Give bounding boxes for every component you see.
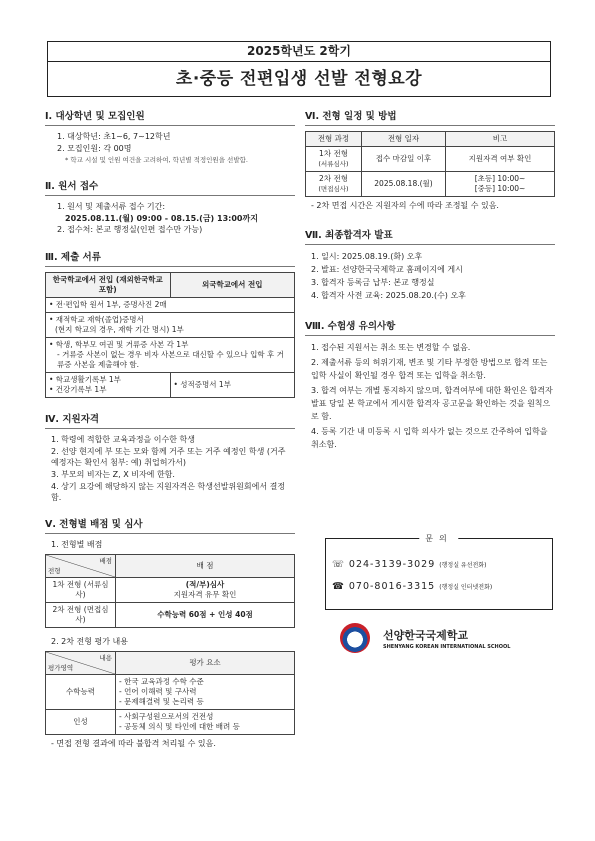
cell-line: 2차 전형 xyxy=(319,174,348,183)
sub-heading: 1. 전형별 배점 xyxy=(51,540,103,549)
title-box xyxy=(47,41,551,97)
sub-heading: 2. 2차 전형 평가 내용 xyxy=(51,637,128,646)
list-item: 4. 등록 기간 내 미등록 시 입학 의사가 없는 것으로 간주하여 입학을 취소함. xyxy=(311,427,548,449)
cell-line: • 재적학교 재학(졸업)증명서 xyxy=(49,315,144,324)
table-cell: 지원자격 여부 확인 xyxy=(446,147,555,172)
footnote: - 면접 전형 결과에 따라 불합격 처리될 수 있음. xyxy=(51,739,216,748)
contact-row-internet-phone xyxy=(332,581,492,592)
section-eligibility xyxy=(45,411,295,503)
table-cell xyxy=(46,373,171,398)
section-heading: Ⅵ. 전형 일정 및 방법 xyxy=(305,108,555,126)
section-heading: Ⅴ. 전형별 배점 및 심사 xyxy=(45,516,295,534)
school-name: 선양한국국제학교 xyxy=(383,629,469,642)
cell-line: [초등] 10:00~ xyxy=(474,174,526,183)
table-cell xyxy=(446,172,555,197)
table-cell xyxy=(46,313,295,338)
cell-line: - 언어 이해력 및 구사력 xyxy=(119,687,197,696)
diag-top-label: 배점 xyxy=(99,557,112,565)
cell-line: [중등] 10:00~ xyxy=(474,184,526,193)
table-header: 한국학교에서 전입 (재외한국학교 포함) xyxy=(46,273,171,298)
list-item: 2. 발표: 선양한국국제학교 홈페이지에 게시 xyxy=(311,265,463,274)
documents-table xyxy=(45,272,295,398)
list-item: 4. 상기 요강에 해당하지 않는 지원자격은 학생선발위원회에서 결정함. xyxy=(51,482,286,502)
cell-line: • 학생, 학부모 여권 및 거류증 사본 각 1부 xyxy=(49,340,189,349)
phone-note: (행정실 인터넷전화) xyxy=(439,584,493,591)
section-heading: Ⅱ. 원서 접수 xyxy=(45,178,295,196)
school-name-en: SHENYANG KOREAN INTERNATIONAL SCHOOL xyxy=(383,644,511,650)
section-heading: Ⅲ. 제출 서류 xyxy=(45,249,295,267)
table-cell: 수학능력 60점 + 인성 40점 xyxy=(116,603,295,628)
section-heading: Ⅶ. 최종합격자 발표 xyxy=(305,227,555,245)
footnote: - 2차 면접 시간은 지원자의 수에 따라 조정될 수 있음. xyxy=(311,201,499,210)
section-documents xyxy=(45,249,295,398)
contact-title: 문의 xyxy=(419,533,458,544)
list-item: 1. 원서 및 제출서류 접수 기간: xyxy=(57,202,166,211)
diag-top-label: 내용 xyxy=(99,654,112,662)
table-cell: 수학능력 xyxy=(46,675,116,710)
cell-line: • 학교생활기록부 1부 xyxy=(49,375,121,384)
phone-icon: ☏ xyxy=(332,559,345,570)
table-cell: 접수 마감일 이후 xyxy=(362,147,446,172)
list-item: 3. 부모의 비자는 Z, X 비자에 한함. xyxy=(51,470,175,479)
phone-note: (행정실 유선전화) xyxy=(439,562,487,569)
cell-line: 지원자격 유무 확인 xyxy=(173,590,237,599)
table-cell: • 성적증명서 1부 xyxy=(170,373,295,398)
list-item: 1. 대상학년: 초1~6, 7~12학년 xyxy=(57,132,171,141)
contact-box xyxy=(325,534,553,610)
list-item: 2. 모집인원: 각 00명 xyxy=(57,144,132,153)
diag-bottom-label: 전형 xyxy=(48,567,61,575)
section-heading: Ⅳ. 지원자격 xyxy=(45,411,295,429)
scoring-table xyxy=(45,554,295,628)
cell-line: 1차 전형 xyxy=(319,149,348,158)
cell-line: - 공동체 의식 및 타인에 대한 배려 등 xyxy=(119,722,240,731)
table-cell: • 전·편입학 원서 1부, 증명사진 2매 xyxy=(46,298,295,313)
list-item: 1. 일시: 2025.08.19.(화) 오후 xyxy=(311,252,423,261)
section-application xyxy=(45,178,295,236)
list-item: 1. 접수된 지원서는 취소 또는 변경할 수 없음. xyxy=(311,343,471,352)
cell-line: - 문제해결력 및 논리력 등 xyxy=(119,697,204,706)
table-cell: 1차 전형 (서류심사) xyxy=(46,578,116,603)
table-cell: 2차 전형 (면접심사) xyxy=(46,603,116,628)
cell-line: (면접심사) xyxy=(318,185,349,193)
table-cell xyxy=(306,147,362,172)
list-item: 2. 제출서류 등의 허위기재, 변조 및 기타 부정한 방법으로 합격 또는 입학 사실이 확인될 경우 합격 또는 입학을 취소함. xyxy=(311,358,548,380)
cell-line: • 건강기록부 1부 xyxy=(49,385,107,394)
diag-header xyxy=(46,555,116,578)
list-item: 3. 합격자 등록금 납부: 본교 행정실 xyxy=(311,278,435,287)
cell-line: - 사회구성원으로서의 건전성 xyxy=(119,712,214,721)
table-cell xyxy=(116,578,295,603)
section-heading: Ⅰ. 대상학년 및 모집인원 xyxy=(45,108,295,126)
section-announcement xyxy=(305,227,555,302)
phone-number[interactable]: 070-8016-3315 xyxy=(348,581,436,592)
page-title: 초·중등 전편입생 선발 전형요강 xyxy=(175,69,423,89)
table-header: 외국학교에서 전입 xyxy=(170,273,295,298)
section-notices xyxy=(305,318,555,451)
list-item: 1. 학령에 적합한 교육과정을 이수한 학생 xyxy=(51,435,195,444)
diag-bottom-label: 평가영역 xyxy=(48,664,74,672)
list-item: 4. 합격자 사전 교육: 2025.08.20.(수) 오후 xyxy=(311,291,466,300)
left-column xyxy=(45,108,295,762)
diag-header xyxy=(46,652,116,675)
cell-line: - 거류증 사본이 없는 경우 비자 사본으로 대신할 수 있으나 입학 후 거류증 사본을 제출해야 함. xyxy=(57,350,284,369)
evaluation-table xyxy=(45,651,295,735)
list-item: 2. 접수처: 본교 행정실(인편 접수만 가능) xyxy=(57,225,203,234)
internet-phone-icon: ☎ xyxy=(332,581,345,592)
contact-row-phone xyxy=(332,559,486,570)
schedule-table xyxy=(305,131,555,197)
table-cell xyxy=(46,338,295,373)
table-cell xyxy=(116,710,295,735)
right-column xyxy=(305,108,555,464)
list-item: 3. 합격 여부는 개별 통지하지 않으며, 합격여부에 대한 확인은 합격자 발표 당일 본 학교에서 게시한 합격자 공고문을 확인하는 것을 원칙으로 함. xyxy=(311,386,553,421)
section-scoring xyxy=(45,516,295,749)
table-header: 평가 요소 xyxy=(116,652,295,675)
section-heading: Ⅷ. 수험생 유의사항 xyxy=(305,318,555,336)
section-schedule xyxy=(305,108,555,211)
table-header: 전형 일자 xyxy=(362,132,446,147)
cell-line: (현지 학교의 경우, 재학 기간 명시) 1부 xyxy=(55,325,184,334)
table-cell: 2025.08.18.(월) xyxy=(362,172,446,197)
cell-line: - 한국 교육과정 수학 수준 xyxy=(119,677,204,686)
table-cell: 인성 xyxy=(46,710,116,735)
table-header: 전형 과정 xyxy=(306,132,362,147)
table-cell xyxy=(116,675,295,710)
school-logo xyxy=(340,623,370,653)
cell-line: (적/부)심사 xyxy=(185,580,225,589)
table-cell xyxy=(306,172,362,197)
list-item: 2. 선양 현지에 부 또는 모와 함께 거주 또는 거주 예정인 학생 (거주 예정자는 확인서 첨부: 예) 취업허가서) xyxy=(51,447,286,467)
table-header: 배 점 xyxy=(116,555,295,578)
table-header: 비고 xyxy=(446,132,555,147)
section-target xyxy=(45,108,295,165)
cell-line: (서류심사) xyxy=(318,160,349,168)
title-term: 2025학년도 2학기 xyxy=(48,42,550,62)
phone-number[interactable]: 024-3139-3029 xyxy=(348,559,436,570)
application-period: 2025.08.11.(월) 09:00 - 08.15.(금) 13:00까지 xyxy=(65,214,258,223)
note: * 학교 시설 및 인원 여건을 고려하여, 학년별 적정인원을 선발함. xyxy=(65,156,248,164)
